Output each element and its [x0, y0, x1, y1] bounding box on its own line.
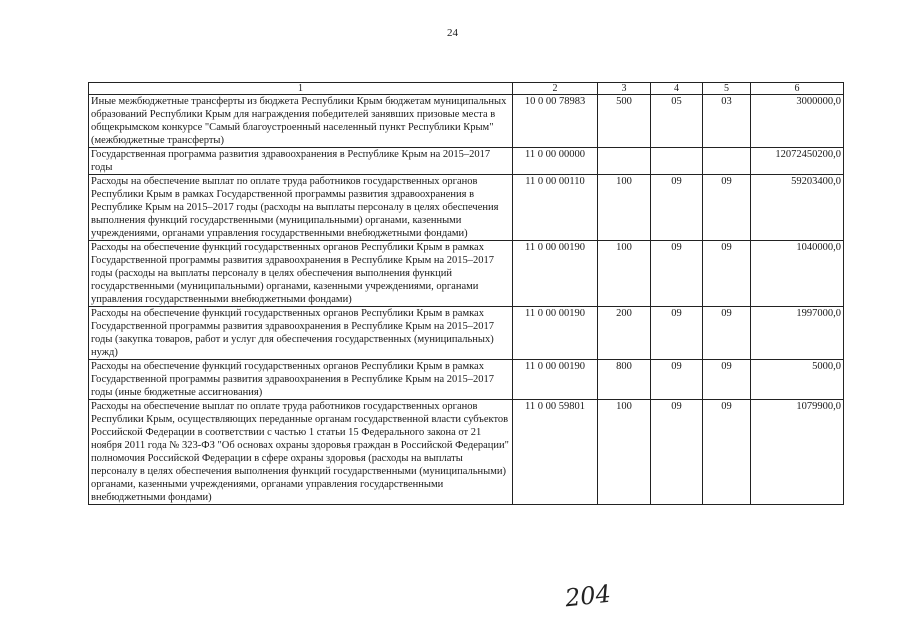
target-article-code: 11 0 00 00190: [513, 360, 598, 400]
table-row: [89, 175, 844, 241]
table-row: [89, 360, 844, 400]
expense-type-code: 100: [598, 400, 651, 505]
subsection-code: 09: [703, 241, 751, 307]
expense-name: Расходы на обеспечение функций государственных органов Республики Крым в рамках Государственной программы развития здравоохранения в Республике Крым на 2015–2017 годы (закупка товаров, работ и услуг для обеспечения государственных (муниципальных) нужд): [89, 307, 513, 360]
table-row: [89, 307, 844, 360]
table-row: [89, 95, 844, 148]
expense-name: Расходы на обеспечение функций государственных органов Республики Крым в рамках Государственной программы развития здравоохранения в Республике Крым на 2015–2017 годы (иные бюджетные ассигнования): [89, 360, 513, 400]
column-header: 5: [703, 83, 751, 95]
expense-name: Иные межбюджетные трансферты из бюджета Республики Крым бюджетам муниципальных образований Республики Крым для награждения победителей занявших призовые места в общекрымском конкурсе "Самый благоустроенный населенный пункт Республики Крым" (межбюджетные трансферты): [89, 95, 513, 148]
section-code: 09: [651, 400, 703, 505]
column-header: 6: [751, 83, 844, 95]
amount: 12072450200,0: [751, 148, 844, 175]
amount: 3000000,0: [751, 95, 844, 148]
expense-name: Расходы на обеспечение выплат по оплате труда работников государственных органов Республики Крым, осуществляющих переданные органам государственной власти субъектов Российской Федерации в соответствии с частью 1 статьи 15 Федерального закона от 21 ноября 2011 года № 323-ФЗ "Об основах охраны здоровья граждан в Российской Федерации" полномочия Российской Федерации в сфере охраны здоровья (расходы на выплаты персоналу в целях обеспечения выполнения функций государственными (муниципальными) органами, казенными учреждениями, органами управления государственными внебюджетными фондами): [89, 400, 513, 505]
expense-type-code: [598, 148, 651, 175]
subsection-code: [703, 148, 751, 175]
table-header-row: [89, 83, 844, 95]
budget-table: [88, 82, 844, 505]
subsection-code: 03: [703, 95, 751, 148]
column-header: 3: [598, 83, 651, 95]
expense-type-code: 500: [598, 95, 651, 148]
amount: 5000,0: [751, 360, 844, 400]
expense-name: Расходы на обеспечение функций государственных органов Республики Крым в рамках Государственной программы развития здравоохранения в Республике Крым на 2015–2017 годы (расходы на выплаты персоналу в целях обеспечения выполнения функций государственными (муниципальными) органами, казенными учреждениями, органами управления государственными внебюджетными фондами): [89, 241, 513, 307]
column-header: 4: [651, 83, 703, 95]
subsection-code: 09: [703, 360, 751, 400]
column-header: 1: [89, 83, 513, 95]
table-row: [89, 400, 844, 505]
expense-type-code: 100: [598, 175, 651, 241]
expense-name: Государственная программа развития здравоохранения в Республике Крым на 2015–2017 годы: [89, 148, 513, 175]
expense-type-code: 100: [598, 241, 651, 307]
amount: 1997000,0: [751, 307, 844, 360]
subsection-code: 09: [703, 307, 751, 360]
expense-name: Расходы на обеспечение выплат по оплате труда работников государственных органов Республики Крым в рамках Государственной программы развития здравоохранения в Республике Крым на 2015–2017 годы (расходы на выплаты персоналу в целях обеспечения выполнения функций государственными (муниципальными) органами, казенными учреждениями, органами управления государственными внебюджетными фондами): [89, 175, 513, 241]
section-code: [651, 148, 703, 175]
table-row: [89, 241, 844, 307]
amount: 1040000,0: [751, 241, 844, 307]
amount: 59203400,0: [751, 175, 844, 241]
target-article-code: 11 0 00 00110: [513, 175, 598, 241]
table-row: [89, 148, 844, 175]
column-header: 2: [513, 83, 598, 95]
expense-type-code: 200: [598, 307, 651, 360]
target-article-code: 11 0 00 00000: [513, 148, 598, 175]
section-code: 09: [651, 307, 703, 360]
section-code: 09: [651, 175, 703, 241]
subsection-code: 09: [703, 400, 751, 505]
page-number: 24: [447, 27, 458, 39]
section-code: 05: [651, 95, 703, 148]
section-code: 09: [651, 241, 703, 307]
amount: 1079900,0: [751, 400, 844, 505]
target-article-code: 11 0 00 00190: [513, 241, 598, 307]
target-article-code: 11 0 00 00190: [513, 307, 598, 360]
handwritten-page-mark: 204: [563, 579, 613, 613]
target-article-code: 10 0 00 78983: [513, 95, 598, 148]
section-code: 09: [651, 360, 703, 400]
expense-type-code: 800: [598, 360, 651, 400]
subsection-code: 09: [703, 175, 751, 241]
target-article-code: 11 0 00 59801: [513, 400, 598, 505]
